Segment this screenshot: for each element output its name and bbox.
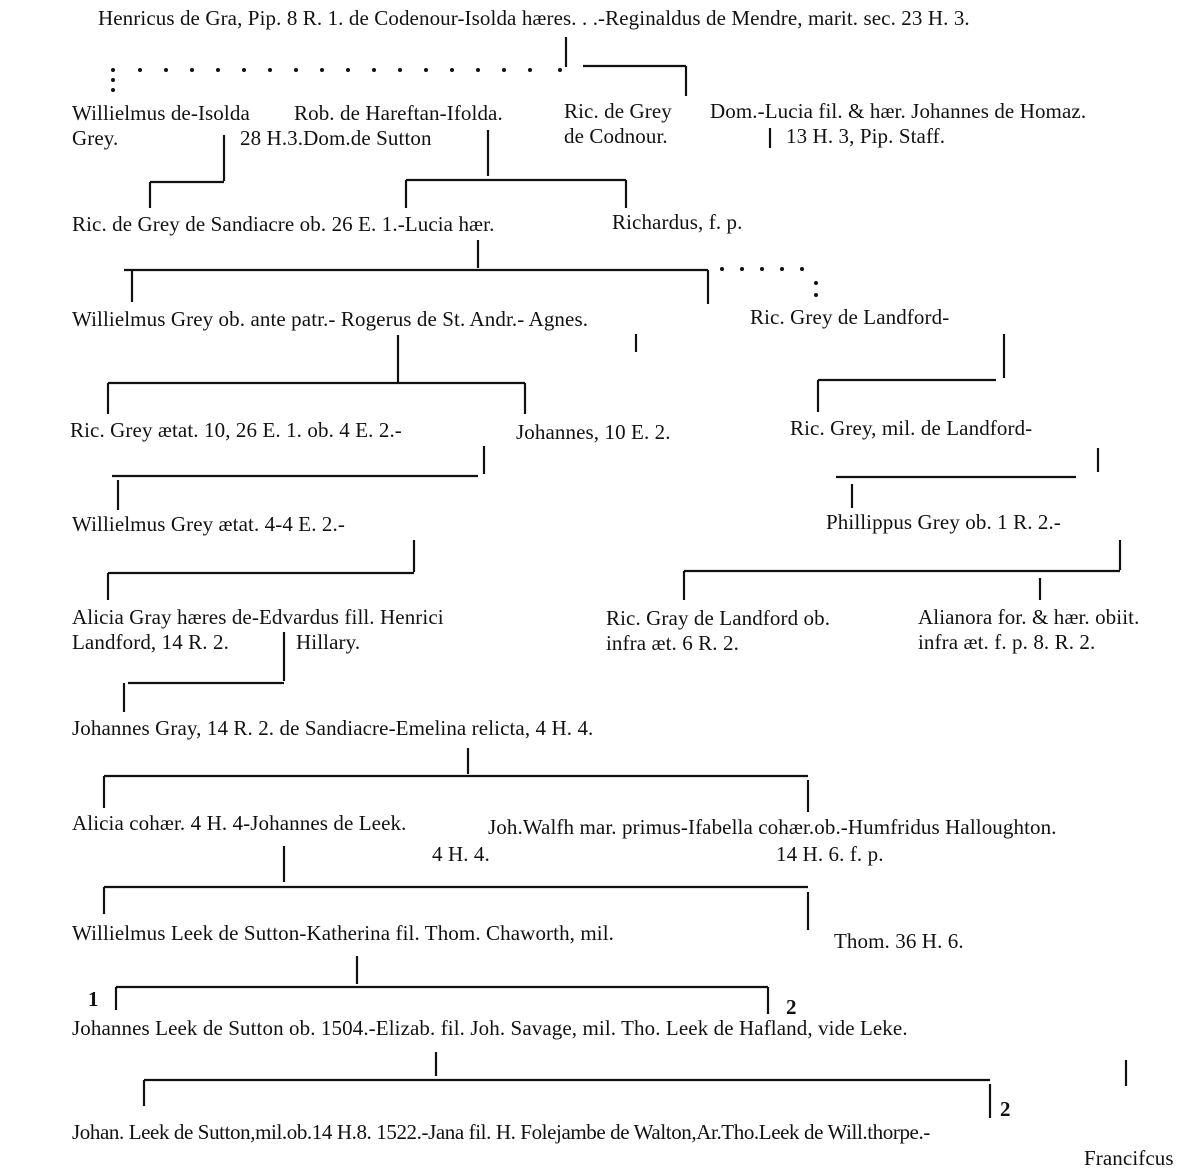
alianora-infra-aet: infra æt. f. p. 8. R. 2.	[918, 630, 1096, 654]
alicia-cohaer: Alicia cohær. 4 H. 4-Johannes de Leek.	[72, 811, 407, 835]
dom-pip-staff: 13 H. 3, Pip. Staff.	[786, 124, 946, 148]
dotted-line-gen1	[111, 68, 562, 92]
henricus-de-gra: Henricus de Gra, Pip. 8 R. 1. de Codenour-Isolda hæres. . .-Reginaldus de Mendre, marit. sec. 23 H. 3.	[98, 6, 970, 30]
willielmus-de-isolda: Willielmus de-Isolda	[72, 101, 250, 125]
alicia-gray-haeres: Alicia Gray hæres de-Edvardus fill. Henrici	[72, 605, 444, 629]
child-number-2-gen12: 2	[1000, 1097, 1011, 1121]
franciscus: Francifcus	[1084, 1146, 1174, 1170]
ric-de-grey: Ric. de Grey	[564, 99, 672, 123]
child-number-2: 2	[786, 995, 797, 1019]
ric-de-codnour: de Codnour.	[564, 124, 668, 148]
hillary: Hillary.	[296, 630, 361, 654]
dotted-line-gen3	[720, 267, 818, 297]
johannes-leek-de-sutton: Johannes Leek de Sutton ob. 1504.-Elizab. fil. Joh. Savage, mil. Tho. Leek de Hafland, vide Leke.	[72, 1016, 908, 1040]
rob-de-harestan: Rob. de Hareftan-Ifolda.	[294, 101, 503, 125]
ric-grey-mil: Ric. Grey, mil. de Landford-	[790, 416, 1033, 440]
rob-dom-sutton: 28 H.3.Dom.de Sutton	[240, 126, 432, 150]
thom-36-h-6: Thom. 36 H. 6.	[834, 929, 964, 953]
phillippus-grey: Phillippus Grey ob. 1 R. 2.-	[826, 510, 1061, 534]
johan-leek-de-sutton: Johan. Leek de Sutton,mil.ob.14 H.8. 1522.-Jana fil. H. Folejambe de Walton,Ar.Tho.Leek de Will.thorpe.-	[72, 1120, 930, 1144]
willielmus-leek: Willielmus Leek de Sutton-Katherina fil. Thom. Chaworth, mil.	[72, 921, 615, 945]
alicia-4-h-4: 4 H. 4.	[432, 842, 490, 866]
joh-walsh: Joh.Walfh mar. primus-Ifabella cohær.ob.-Humfridus Halloughton.	[488, 815, 1057, 839]
ric-grey-de-landford: Ric. Grey de Landford-	[750, 305, 950, 329]
ric-gray-infra-aet: infra æt. 6 R. 2.	[606, 631, 739, 655]
dom-lucia: Dom.-Lucia fil. & hær. Johannes de Homaz.	[710, 99, 1087, 123]
ric-grey-aetat: Ric. Grey ætat. 10, 26 E. 1. ob. 4 E. 2.-	[70, 418, 402, 442]
johannes-gray: Johannes Gray, 14 R. 2. de Sandiacre-Emelina relicta, 4 H. 4.	[72, 716, 594, 740]
ric-de-grey-sandiacre: Ric. de Grey de Sandiacre ob. 26 E. 1.-Lucia hær.	[72, 212, 495, 236]
alianora: Alianora for. & hær. obiit.	[918, 605, 1140, 629]
willielmus-grey: Grey.	[72, 126, 119, 150]
willielmus-grey-ante-patr: Willielmus Grey ob. ante patr.- Rogerus de St. Andr.- Agnes.	[72, 307, 589, 331]
johannes-10-e-2: Johannes, 10 E. 2.	[516, 420, 671, 444]
ric-gray-de-landford: Ric. Gray de Landford ob.	[606, 606, 831, 630]
richardus: Richardus, f. p.	[612, 210, 743, 234]
isabella-14-h-6: 14 H. 6. f. p.	[776, 842, 884, 866]
alicia-landford: Landford, 14 R. 2.	[72, 630, 229, 654]
willielmus-grey-aetat: Willielmus Grey ætat. 4-4 E. 2.-	[72, 512, 345, 536]
child-number-1: 1	[88, 987, 99, 1011]
